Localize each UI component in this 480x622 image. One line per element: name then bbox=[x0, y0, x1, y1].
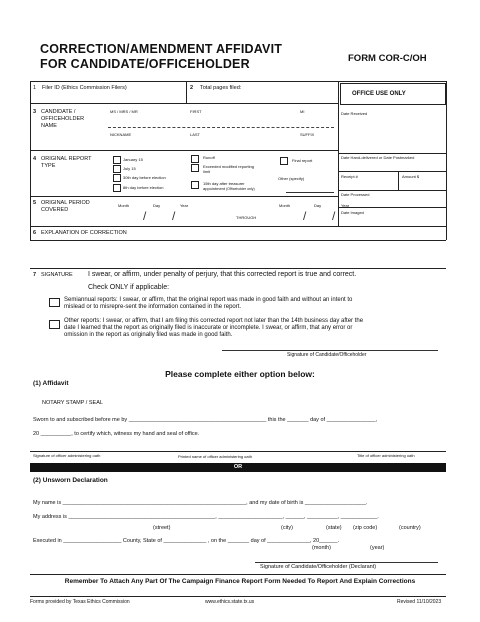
affidavit-heading: (1) Affidavit bbox=[33, 380, 69, 387]
start-date-field[interactable] bbox=[114, 209, 204, 221]
report-type-label-l2: TYPE bbox=[41, 163, 56, 169]
date-slash: / bbox=[143, 209, 147, 223]
officer-printed-name-label: Printed name of officer administering oath bbox=[178, 454, 252, 459]
filer-id-label: Filer ID (Ethics Commission Filers) bbox=[42, 85, 127, 91]
filer-id-field[interactable] bbox=[42, 93, 182, 101]
end-month-label: Month bbox=[279, 203, 291, 208]
checkbox-semiannual[interactable] bbox=[49, 298, 60, 307]
sec2-number: 2 bbox=[190, 85, 194, 91]
date-hand-delivered-label: Date Hand-delivered or Date Postmarked bbox=[341, 155, 415, 160]
signature-section-label: SIGNATURE bbox=[41, 272, 73, 278]
checkbox-other-reports[interactable] bbox=[49, 320, 60, 329]
date-imaged-label: Date Imaged bbox=[341, 210, 364, 215]
check-only-label: Check ONLY if applicable: bbox=[88, 284, 170, 291]
checkbox-january-15[interactable] bbox=[113, 156, 121, 164]
period-label-l2: COVERED bbox=[41, 207, 69, 213]
checkbox-exceeded-limit[interactable] bbox=[191, 164, 199, 172]
state-label: (state) bbox=[326, 525, 342, 531]
name-label-l3: NAME bbox=[41, 123, 57, 129]
officer-signature-label: Signature of officer administering oath bbox=[33, 453, 101, 458]
first-name-label: FIRST bbox=[190, 109, 202, 114]
amount-label: Amount $ bbox=[402, 174, 420, 179]
suffix-label: SUFFIX bbox=[300, 132, 315, 137]
city-label: (city) bbox=[281, 525, 293, 531]
sec7-number: 7 bbox=[33, 272, 37, 278]
start-year-label: Year bbox=[180, 203, 189, 208]
office-use-label: OFFICE USE ONLY bbox=[352, 91, 406, 97]
mi-label: MI bbox=[300, 109, 305, 114]
declarant-signature-label: Signature of Candidate/Officeholder (Declarant) bbox=[260, 564, 377, 570]
15th-day-label-l1: 15th day after treasurer bbox=[203, 181, 245, 186]
date-processed-label: Date Processed bbox=[341, 192, 370, 197]
15th-day-label-l2: appointment (Officeholder only) bbox=[203, 186, 255, 191]
checkbox-final-report[interactable] bbox=[280, 157, 288, 165]
swear-statement: I swear, or affirm, under penalty of perjury, that this corrected report is true and correct. bbox=[88, 271, 357, 278]
footer-website[interactable]: www.ethics.state.tx.us bbox=[205, 599, 255, 605]
or-divider bbox=[30, 463, 446, 472]
form-id: FORM COR-C/OH bbox=[348, 53, 427, 64]
unsworn-heading: (2) Unsworn Declaration bbox=[33, 477, 108, 484]
other-reports-text-l2: date I learned that the report as originally filed is inaccurate or incomplete. I swear, or affirm, that any error or bbox=[64, 325, 353, 331]
year-label: (year) bbox=[370, 545, 385, 551]
nickname-label: NICKNAME bbox=[110, 132, 132, 137]
sec5-number: 5 bbox=[33, 200, 37, 206]
or-label: OR bbox=[233, 464, 243, 470]
other-reports-text-l1: Other reports: I swear, or affirm, that I am filing this corrected report not later than the 14th business day after the bbox=[64, 318, 364, 324]
reminder-text: Remember To Attach Any Part Of The Campaign Finance Report Form Needed To Report And Explain Corrections bbox=[64, 578, 416, 585]
end-day-label: Day bbox=[314, 203, 322, 208]
july-15-label: July 15 bbox=[123, 166, 136, 171]
declarant-signature-line[interactable] bbox=[255, 562, 438, 563]
end-date-field[interactable] bbox=[276, 209, 366, 221]
ms-mrs-mr-label: MS / MRS / MR bbox=[110, 109, 138, 114]
sworn-statement-l2[interactable]: 20 __________, to certify which, witness my hand and seal of office. bbox=[33, 431, 200, 437]
checkbox-30th-day[interactable] bbox=[113, 174, 121, 182]
footer-provider: Forms provided by Texas Ethics Commission bbox=[30, 599, 130, 605]
30th-day-label: 30th day before election bbox=[123, 175, 166, 180]
receipt-label: Receipt # bbox=[341, 174, 358, 179]
total-pages-field[interactable] bbox=[250, 85, 334, 99]
semiannual-text-l2: mislead or to misrepre-sent the information contained in the report. bbox=[64, 304, 242, 310]
name-label-l1: CANDIDATE / bbox=[41, 109, 76, 115]
sec6-number: 6 bbox=[33, 230, 37, 236]
name-label-l2: OFFICEHOLDER bbox=[41, 116, 85, 122]
country-label: (country) bbox=[399, 525, 421, 531]
through-label: THROUGH bbox=[236, 215, 257, 220]
date-received-label: Date Received bbox=[341, 111, 368, 116]
start-day-label: Day bbox=[153, 203, 161, 208]
exceeded-label-l2: limit bbox=[203, 169, 211, 174]
other-reports-text-l3: omission in the report as originally filed was made in good faith. bbox=[64, 332, 233, 338]
date-slash: / bbox=[332, 209, 336, 223]
8th-day-label: 8th day before election bbox=[123, 185, 164, 190]
officer-title-label: Title of officer administering oath bbox=[357, 453, 415, 458]
report-type-label-l1: ORIGINAL REPORT bbox=[41, 156, 92, 162]
other-specify-label: Other (specify) bbox=[278, 176, 305, 181]
explanation-label: EXPLANATION OF CORRECTION bbox=[41, 230, 127, 236]
sec3-number: 3 bbox=[33, 109, 37, 115]
final-report-label: Final report bbox=[292, 158, 313, 163]
semiannual-text-l1: Semiannual reports: I swear, or affirm, that the original report was made in good faith and without an intent to bbox=[64, 297, 353, 303]
unsworn-executed-line[interactable]: Executed in ___________________ County, State of ______________ , on the _______ day of ______________, 20______. bbox=[33, 538, 340, 544]
checkbox-8th-day[interactable] bbox=[113, 184, 121, 192]
date-slash: / bbox=[172, 209, 176, 223]
end-year-label: Year bbox=[341, 203, 350, 208]
period-label-l1: ORIGINAL PERIOD bbox=[41, 200, 90, 206]
month-label: (month) bbox=[312, 545, 331, 551]
candidate-signature-label: Signature of Candidate/Officeholder bbox=[287, 352, 367, 358]
unsworn-name-line[interactable]: My name is ____________________________________________________________, and my date of birth is ____________________. bbox=[33, 500, 368, 506]
date-slash: / bbox=[303, 209, 307, 223]
exceeded-label-l1: Exceeded modified reporting bbox=[203, 164, 254, 169]
last-name-label: LAST bbox=[190, 132, 201, 137]
candidate-signature-line[interactable] bbox=[222, 350, 438, 351]
total-pages-label: Total pages filed: bbox=[200, 85, 242, 91]
form-title-line1: CORRECTION/AMENDMENT AFFIDAVIT bbox=[40, 42, 283, 56]
checkbox-july-15[interactable] bbox=[113, 165, 121, 173]
runoff-label: Runoff bbox=[203, 155, 215, 160]
name-field-bottom[interactable] bbox=[108, 138, 334, 148]
unsworn-address-line[interactable]: My address is ________________________________________________, _____________________, ______, __________, ____________. bbox=[33, 514, 379, 520]
checkbox-runoff[interactable] bbox=[191, 155, 199, 163]
start-month-label: Month bbox=[118, 203, 130, 208]
sec4-number: 4 bbox=[33, 156, 37, 162]
zip-code-label: (zip code) bbox=[353, 525, 378, 531]
option-heading: Please complete either option below: bbox=[165, 369, 315, 379]
january-15-label: January 15 bbox=[123, 157, 143, 162]
street-label: (street) bbox=[153, 525, 171, 531]
notary-stamp-label: NOTARY STAMP / SEAL bbox=[42, 400, 103, 406]
form-title-line2: FOR CANDIDATE/OFFICEHOLDER bbox=[40, 57, 250, 71]
name-field-top[interactable] bbox=[108, 115, 334, 126]
footer-revised: Revised 11/10/2023 bbox=[397, 599, 442, 605]
other-specify-field[interactable] bbox=[286, 192, 334, 193]
sworn-statement-l1[interactable]: Sworn to and subscribed before me by _____________________________________________ this the _______ day of ________________, bbox=[33, 417, 378, 423]
sec1-number: 1 bbox=[33, 85, 37, 91]
explanation-field[interactable] bbox=[31, 241, 445, 268]
checkbox-15th-day-treasurer[interactable] bbox=[191, 181, 199, 189]
